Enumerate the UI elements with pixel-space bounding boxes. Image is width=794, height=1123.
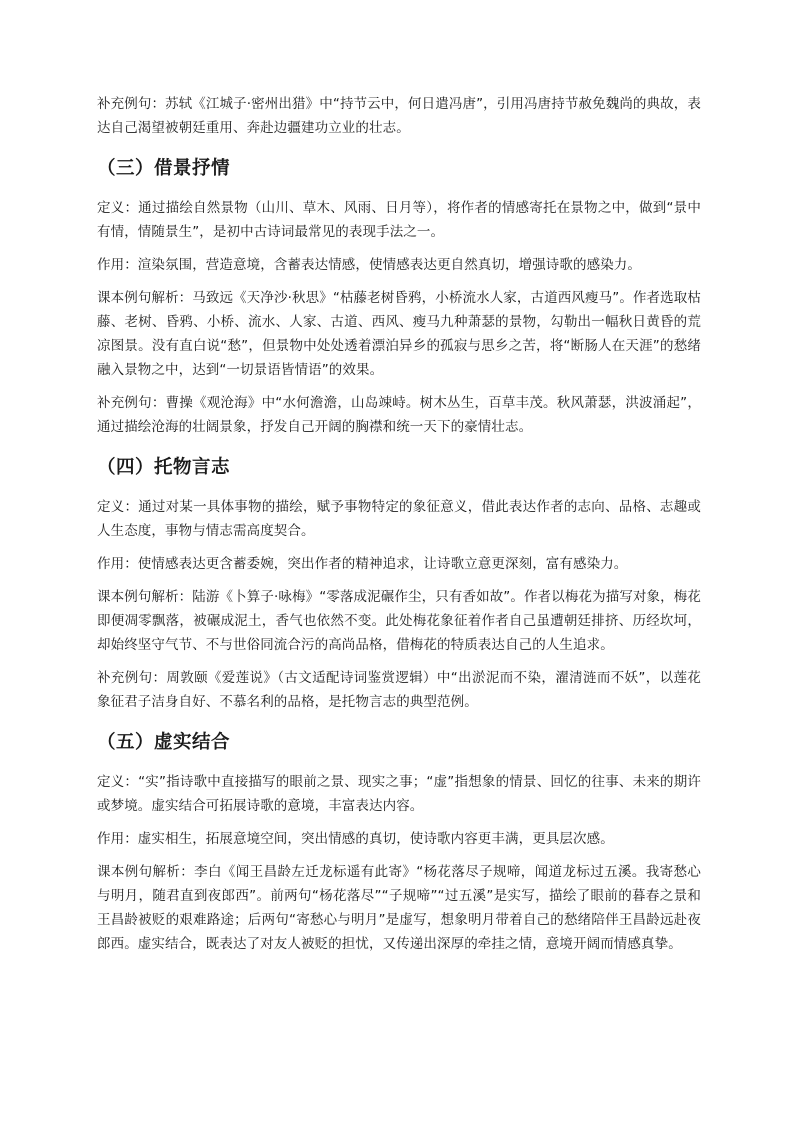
document-body (97, 92, 701, 965)
section-heading: （四）托物言志 (97, 457, 231, 478)
definition-paragraph: 定义：“实”指诗歌中直接描写的眼前之景、现实之事；“虚”指想象的情景、回忆的往事、未来的期许或梦境。虚实结合可拓展诗歌的意境，丰富表达内容。 (97, 774, 701, 814)
definition-paragraph: 定义：通过描绘自然景物（山川、草木、风雨、日月等），将作者的情感寄托在景物之中，做到“景中有情，情随景生”，是初中古诗词最常见的表现手法之一。 (97, 200, 701, 240)
section-real-virtual (97, 730, 701, 956)
textbook-example-paragraph: 课本例句解析：陆游《卜算子·咏梅》“零落成泥碾作尘，只有香如故”。作者以梅花为描写对象，梅花即便凋零飘落，被碾成泥土，香气也依然不变。此处梅花象征着作者自己虽遭朝廷排挤、历经坎坷，却始终坚守气节、不与世俗同流合污的高尚品格，借梅花的特质表达自己的人生追求。 (97, 589, 701, 653)
definition-paragraph: 定义：通过对某一具体事物的描绘，赋予事物特定的象征意义，借此表达作者的志向、品格、志趣或人生态度，事物与情志需高度契合。 (97, 499, 701, 539)
function-paragraph: 作用：虚实相生，拓展意境空间，突出情感的真切，使诗歌内容更丰满，更具层次感。 (97, 831, 614, 847)
textbook-example-paragraph: 课本例句解析：李白《闻王昌龄左迁龙标遥有此寄》“杨花落尽子规啼，闻道龙标过五溪。我寄愁心与明月，随君直到夜郎西”。前两句“杨花落尽”“子规啼”“过五溪”是实写，描绘了眼前的暮春之景和王昌龄被贬的艰难路途；后两句“寄愁心与明月”是虚写，想象明月带着自己的愁绪陪伴王昌龄远赴夜郎西。虚实结合，既表达了对友人被贬的担忧，又传递出深厚的牵挂之情，意境开阔而情感真挚。 (97, 864, 701, 952)
section-scenery-emotion (97, 156, 701, 439)
section-object-aspiration (97, 455, 701, 714)
intro-supplement-example: 补充例句：苏轼《江城子·密州出猎》中“持节云中，何日遣冯唐”，引用冯唐持节赦免魏尚的典故，表达自己渴望被朝廷重用、奔赴边疆建功立业的壮志。 (97, 96, 701, 136)
section-heading: （五）虚实结合 (97, 732, 231, 753)
function-paragraph: 作用：渲染氛围，营造意境，含蓄表达情感，使情感表达更自然真切，增强诗歌的感染力。 (97, 257, 641, 273)
section-heading: （三）借景抒情 (97, 158, 231, 179)
supplement-example-paragraph: 补充例句：曹操《观沧海》中“水何澹澹，山岛竦峙。树木丛生，百草丰茂。秋风萧瑟，洪波涌起”，通过描绘沧海的壮阔景象，抒发自己开阔的胸襟和统一天下的豪情壮志。 (97, 395, 701, 435)
supplement-example-paragraph: 补充例句：周敦颐《爱莲说》（古文适配诗词鉴赏逻辑）中“出淤泥而不染，濯清涟而不妖”，以莲花象征君子洁身自好、不慕名利的品格，是托物言志的典型范例。 (97, 670, 701, 710)
textbook-example-paragraph: 课本例句解析：马致远《天净沙·秋思》“枯藤老树昏鸦，小桥流水人家，古道西风瘦马”。作者选取枯藤、老树、昏鸦、小桥、流水、人家、古道、西风、瘦马九种萧瑟的景物，勾勒出一幅秋日黄昏的荒凉图景。没有直白说“愁”，但景物中处处透着漂泊异乡的孤寂与思乡之苦，将“断肠人在天涯”的愁绪融入景物之中，达到“一切景语皆情语”的效果。 (97, 290, 701, 378)
function-paragraph: 作用：使情感表达更含蓄委婉，突出作者的精神追求，让诗歌立意更深刻，富有感染力。 (97, 556, 628, 572)
